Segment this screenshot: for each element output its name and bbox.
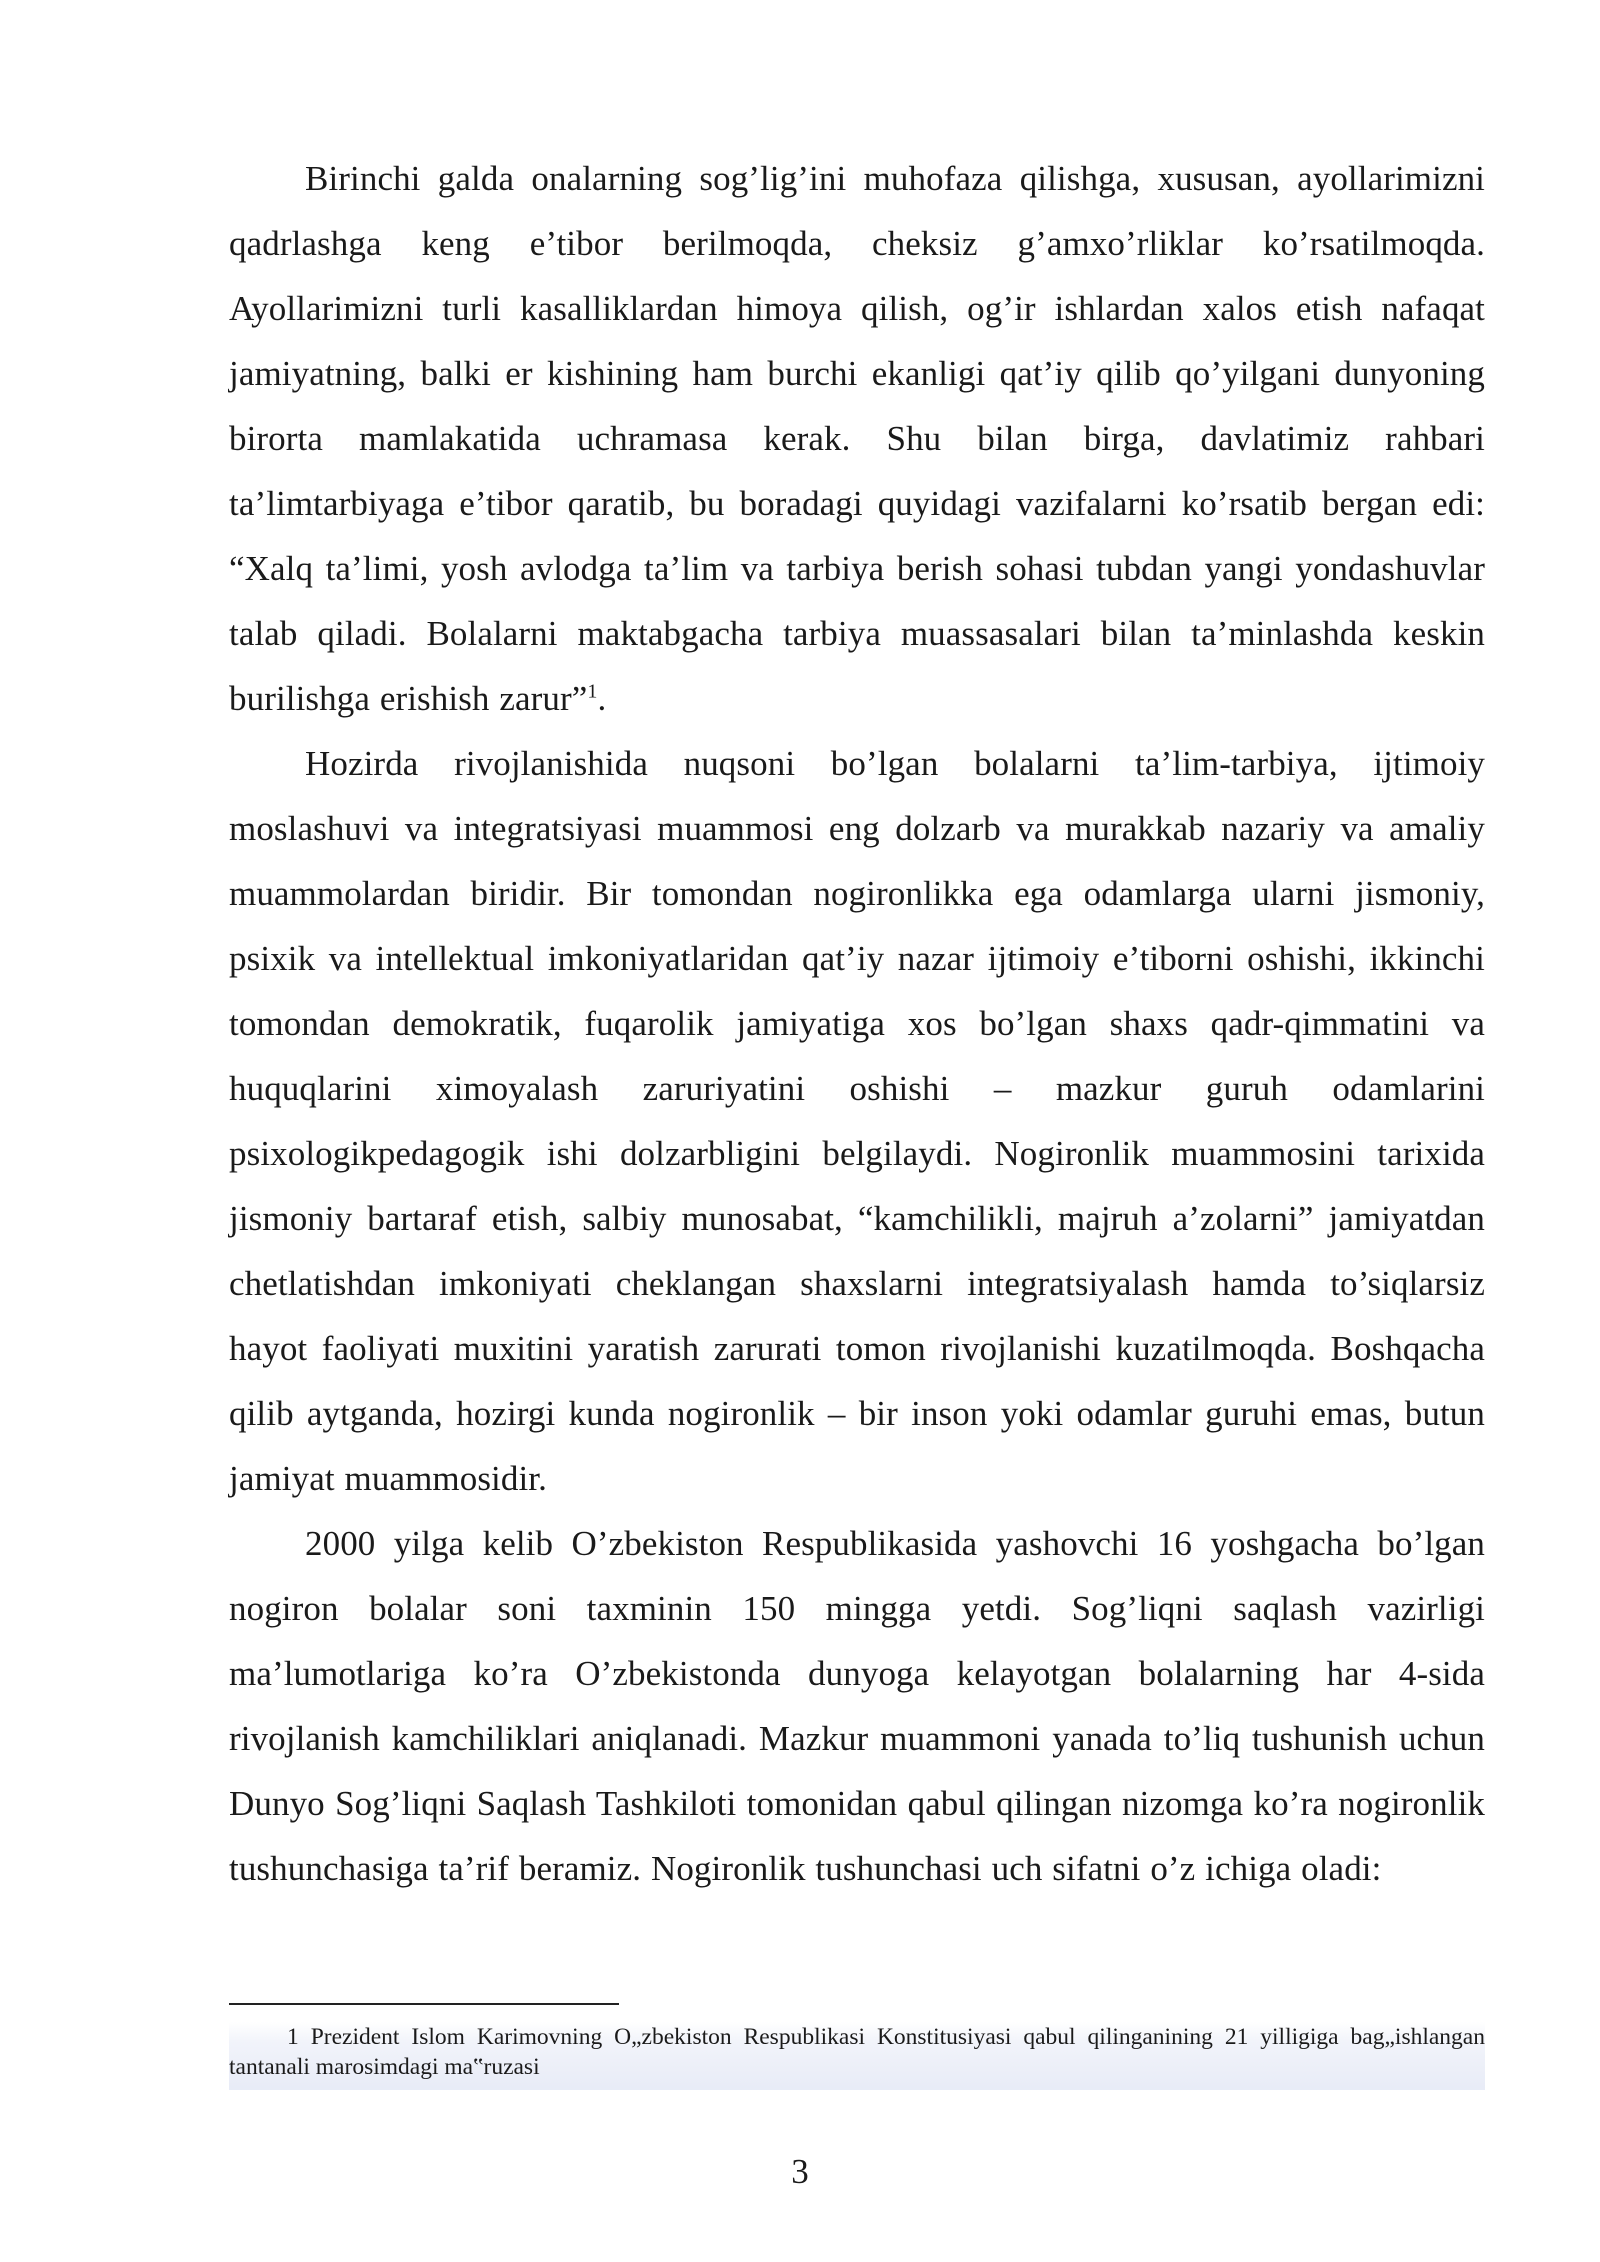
paragraph-2: Hozirda rivojlanishida nuqsoni bo’lgan bolalarni ta’lim-tarbiya, ijtimoiy moslashuvi va integratsiyasi muammosi eng dolzarb va murakkab nazariy va amaliy muammolardan biridir. Bir tomondan nogironlikka ega odamlarga ularni jismoniy, psixik va intellektual imkoniyatlaridan qat’iy nazar ijtimoiy e’tiborni oshishi, ikkinchi tomondan demokratik, fuqarolik jamiyatiga xos bo’lgan shaxs qadr-qimmatini va huquqlarini ximoyalash zaruriyatini oshishi – mazkur guruh odamlarini psixologikpedagogik ishi dolzarbligini belgilaydi. Nogironlik muammosini tarixida jismoniy bartaraf etish, salbiy munosabat, “kamchilikli, majruh a’zolarni” jamiyatdan chetlatishdan imkoniyati cheklangan shaxslarni integratsiyalash hamda to’siqlarsiz hayot faoliyati muxitini yaratish zarurati tomon rivojlanishi kuzatilmoqda. Boshqacha qilib aytganda, hozirgi kunda nogironlik – bir inson yoki odamlar guruhi emas, butun jamiyat muammosidir. (229, 744, 1485, 1498)
footnote-reference[interactable]: 1 (587, 680, 598, 703)
paragraph-1-text: Birinchi galda onalarning sog’lig’ini muhofaza qilishga, xususan, ayollarimizni qadrlashga keng e’tibor berilmoqda, cheksiz g’amxo’rliklar ko’rsatilmoqda. Ayollarimizni turli kasalliklardan himoya qilish, og’ir ishlardan xalos etish nafaqat jamiyatning, balki er kishining ham burchi ekanligi qat’iy qilib qo’yilgani dunyoning birorta mamlakatida uchramasa kerak. Shu bilan birga, davlatimiz rahbari ta’limtarbiyaga e’tibor qaratib, bu boradagi quyidagi vazifalarni ko’rsatib bergan edi: “Xalq ta’limi, yosh avlodga ta’lim va tarbiya berish sohasi tubdan yangi yondashuvlar talab qiladi. Bolalarni maktabgacha tarbiya muassasalari bilan ta’minlashda keskin burilishga erishish zarur” (229, 159, 1485, 718)
paragraph-1 (229, 146, 1485, 731)
body-text (229, 146, 1485, 1901)
footnote-separator (229, 2003, 619, 2005)
paragraph-1-tail: . (597, 679, 607, 718)
page-number: 3 (791, 2152, 809, 2191)
footnote: 1 Prezident Islom Karimovning O„zbekiston Respublikasi Konstitusiyasi qabul qilinganining 21 yilligiga bag„ishlangan tantanali marosimdagi ma‟ruzasi (229, 2022, 1485, 2090)
paragraph-3: 2000 yilga kelib O’zbekiston Respublikasida yashovchi 16 yoshgacha bo’lgan nogiron bolalar soni taxminin 150 mingga yetdi. Sog’liqni saqlash vazirligi ma’lumotlariga ko’ra O’zbekistonda dunyoga kelayotgan bolalarning har 4-sida rivojlanish kamchiliklari aniqlanadi. Mazkur muammoni yanada to’liq tushunish uchun Dunyo Sog’liqni Saqlash Tashkiloti tomonidan qabul qilingan nizomga ko’ra nogironlik tushunchasiga ta’rif beramiz. Nogironlik tushunchasi uch sifatni o’z ichiga oladi: (229, 1524, 1485, 1888)
